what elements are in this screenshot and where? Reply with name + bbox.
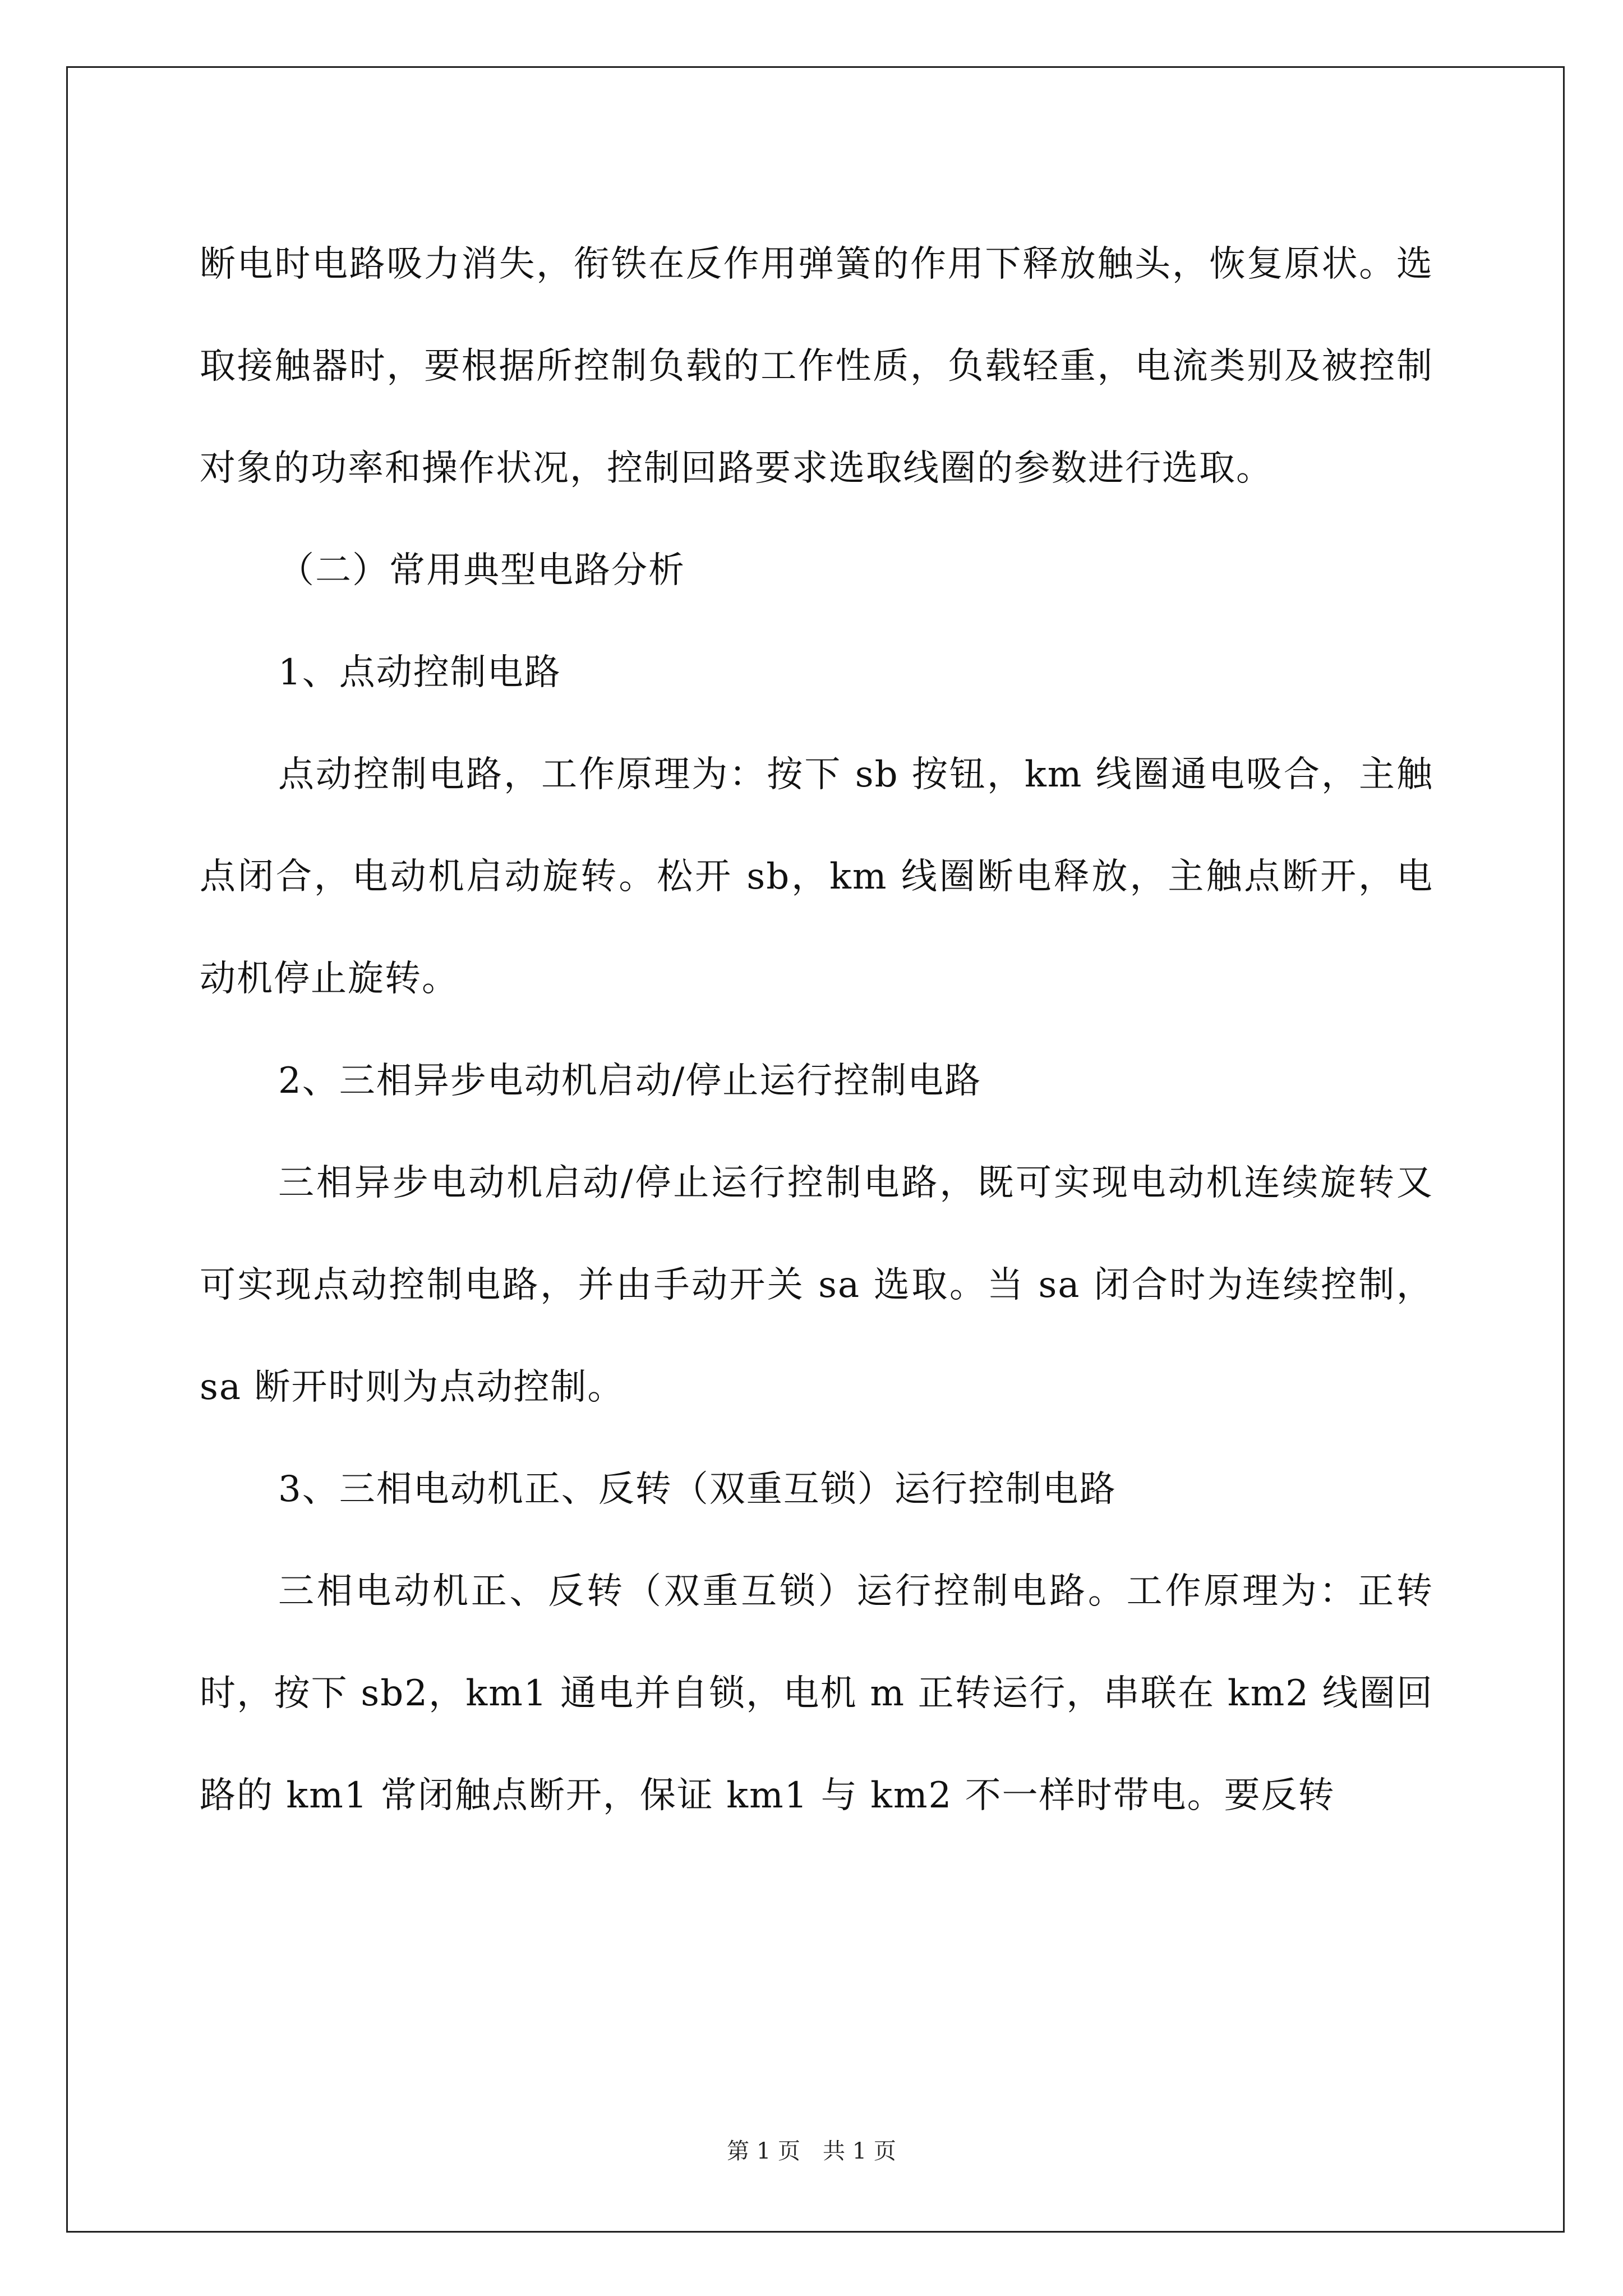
- subheading-3: 3、三相电动机正、反转（双重互锁）运行控制电路: [278, 1469, 1117, 1510]
- section-heading: （二）常用典型电路分析: [278, 550, 685, 591]
- paragraph-4: 三相电动机正、反转（双重互锁）运行控制电路。工作原理为：正转时，按下 sb2，km1 通电并自锁，电机 m 正转运行，串联在 km2 线圈回路的 km1 常闭触点断开，保证 km1 与 km2 不一样时带电。要反转: [200, 1571, 1433, 1816]
- paragraph-2: 点动控制电路，工作原理为：按下 sb 按钮，km 线圈通电吸合，主触点闭合，电动机启动旋转。松开 sb，km 线圈断电释放，主触点断开，电动机停止旋转。: [200, 754, 1433, 1000]
- subheading-2: 2、三相异步电动机启动/停止运行控制电路: [278, 1060, 982, 1102]
- paragraph-3: 三相异步电动机启动/停止运行控制电路，既可实现电动机连续旋转又可实现点动控制电路，并由手动开关 sa 选取。当 sa 闭合时为连续控制，sa 断开时则为点动控制。: [200, 1162, 1433, 1408]
- paragraph-1: 断电时电路吸力消失，衔铁在反作用弹簧的作用下释放触头，恢复原状。选取接触器时，要根据所控制负载的工作性质，负载轻重，电流类别及被控制对象的功率和操作状况，控制回路要求选取线圈的参数进行选取。: [200, 243, 1433, 489]
- subheading-1: 1、点动控制电路: [278, 652, 561, 693]
- document-body: [200, 213, 1433, 1847]
- page-footer: 第 1 页 共 1 页: [727, 2138, 896, 2164]
